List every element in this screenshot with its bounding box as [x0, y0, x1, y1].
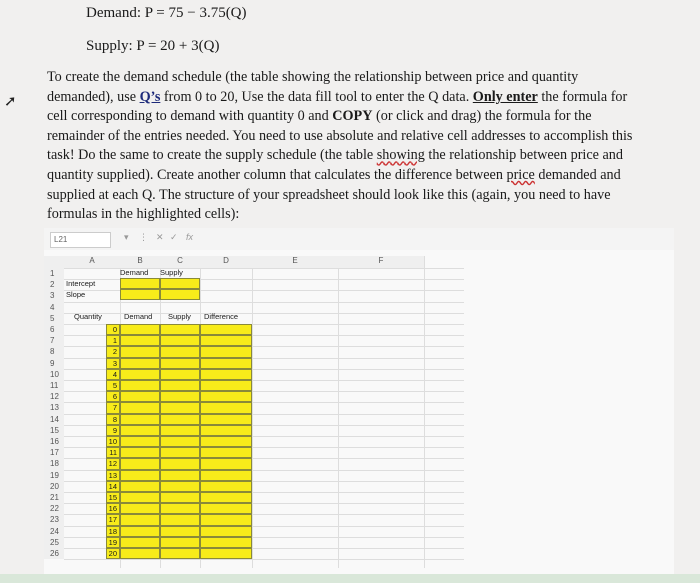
- difference-cell[interactable]: [200, 514, 252, 525]
- dropdown-icon: ▾: [124, 232, 129, 242]
- demand-cell[interactable]: [120, 514, 160, 525]
- row-number[interactable]: 18: [44, 458, 64, 469]
- difference-cell[interactable]: [200, 492, 252, 503]
- supply-cell[interactable]: [160, 537, 200, 548]
- quantity-cell[interactable]: 6: [106, 391, 120, 402]
- quantity-cell[interactable]: 15: [106, 492, 120, 503]
- row-number[interactable]: 1: [44, 268, 64, 279]
- difference-cell[interactable]: [200, 548, 252, 559]
- demand-label: Demand: [120, 268, 149, 277]
- row-number[interactable]: 3: [44, 290, 64, 301]
- supply-cell[interactable]: [160, 425, 200, 436]
- difference-cell[interactable]: [200, 458, 252, 469]
- difference-cell[interactable]: [200, 369, 252, 380]
- col-header-d[interactable]: D: [200, 256, 253, 268]
- difference-cell[interactable]: [200, 526, 252, 537]
- difference-cell[interactable]: [200, 324, 252, 335]
- difference-cell[interactable]: [200, 481, 252, 492]
- row-number[interactable]: 4: [44, 302, 64, 313]
- supply-cell[interactable]: [160, 492, 200, 503]
- quantity-cell[interactable]: 11: [106, 447, 120, 458]
- quantity-cell[interactable]: 1: [106, 335, 120, 346]
- difference-cell[interactable]: [200, 380, 252, 391]
- demand-cell[interactable]: [120, 346, 160, 357]
- instructions-paragraph: To create the demand schedule (the table showing the relationship between price and quantity demanded), use Q’s from 0 to 20, Use the data fill tool to enter the Q data. Only enter the formula for cell corresponding to demand with quantity 0 and COPY (or click and drag) the formula for the remainder of the entries needed. You need to use absolute and relative cell addresses to accomplish this task! Do the same to create the supply schedule (the table showing the relationship between price and quantity supplied). Create another column that calculates the difference between price demanded and supplied at each Q. The structure of your spreadsheet should look like this (again, you need to have formulas in the highlighted cells):: [47, 69, 633, 223]
- quantity-cell[interactable]: 18: [106, 526, 120, 537]
- difference-cell[interactable]: [200, 358, 252, 369]
- supply-cell[interactable]: [160, 548, 200, 559]
- difference-cell[interactable]: [200, 346, 252, 357]
- supply-cell[interactable]: [160, 358, 200, 369]
- arrow-marker-icon: ➚: [4, 94, 17, 110]
- gridline: [64, 302, 464, 303]
- quantity-cell[interactable]: 14: [106, 481, 120, 492]
- quantity-cell[interactable]: 19: [106, 537, 120, 548]
- difference-cell[interactable]: [200, 335, 252, 346]
- supply-cell[interactable]: [160, 514, 200, 525]
- quantity-cell[interactable]: 9: [106, 425, 120, 436]
- quantity-cell[interactable]: 7: [106, 402, 120, 413]
- demand-slope-cell[interactable]: [120, 289, 160, 300]
- supply-cell[interactable]: [160, 503, 200, 514]
- difference-cell[interactable]: [200, 447, 252, 458]
- row-number[interactable]: 11: [44, 380, 64, 391]
- row-number[interactable]: 23: [44, 514, 64, 525]
- supply-cell[interactable]: [160, 335, 200, 346]
- intercept-label: Intercept: [66, 279, 96, 288]
- row-number[interactable]: 5: [44, 313, 64, 324]
- demand-cell[interactable]: [120, 503, 160, 514]
- difference-cell[interactable]: [200, 470, 252, 481]
- row-number[interactable]: 20: [44, 481, 64, 492]
- supply-slope-cell[interactable]: [160, 289, 200, 300]
- gridline: [64, 559, 464, 560]
- gridline: [338, 268, 339, 568]
- demand-cell[interactable]: [120, 548, 160, 559]
- col-header-f[interactable]: F: [338, 256, 425, 268]
- supply-cell[interactable]: [160, 369, 200, 380]
- difference-cell[interactable]: [200, 425, 252, 436]
- row-number[interactable]: 19: [44, 470, 64, 481]
- demand-cell[interactable]: [120, 414, 160, 425]
- spreadsheet-screenshot: [44, 228, 674, 583]
- row-number[interactable]: 12: [44, 391, 64, 402]
- col-header-b[interactable]: B: [120, 256, 161, 268]
- demand-cell[interactable]: [120, 324, 160, 335]
- demand-intercept-cell[interactable]: [120, 278, 160, 289]
- supply-cell[interactable]: [160, 526, 200, 537]
- col-header-e[interactable]: E: [252, 256, 339, 268]
- demand-cell[interactable]: [120, 402, 160, 413]
- cancel-icon: ✕: [156, 232, 164, 242]
- demand-equation: Demand: P = 75 − 3.75(Q): [86, 5, 247, 21]
- demand-cell[interactable]: [120, 358, 160, 369]
- row-number[interactable]: 26: [44, 548, 64, 559]
- col-header-a[interactable]: A: [64, 256, 121, 268]
- quantity-cell[interactable]: 2: [106, 346, 120, 357]
- row-number[interactable]: 13: [44, 402, 64, 413]
- col-header-c[interactable]: C: [160, 256, 201, 268]
- quantity-cell[interactable]: 4: [106, 369, 120, 380]
- row-number[interactable]: 8: [44, 346, 64, 357]
- row-number[interactable]: 15: [44, 425, 64, 436]
- row-number[interactable]: 7: [44, 335, 64, 346]
- demand-cell[interactable]: [120, 458, 160, 469]
- difference-cell[interactable]: [200, 391, 252, 402]
- supply-cell[interactable]: [160, 380, 200, 391]
- row-number[interactable]: 24: [44, 526, 64, 537]
- row-number[interactable]: 6: [44, 324, 64, 335]
- demand-cell[interactable]: [120, 391, 160, 402]
- demand-cell[interactable]: [120, 470, 160, 481]
- row-number[interactable]: 9: [44, 358, 64, 369]
- difference-cell[interactable]: [200, 414, 252, 425]
- row-number[interactable]: 16: [44, 436, 64, 447]
- difference-cell[interactable]: [200, 537, 252, 548]
- name-box[interactable]: L21: [50, 232, 111, 248]
- row-number[interactable]: 22: [44, 503, 64, 514]
- quantity-cell[interactable]: 10: [106, 436, 120, 447]
- difference-cell[interactable]: [200, 402, 252, 413]
- supply-cell[interactable]: [160, 402, 200, 413]
- row-number[interactable]: 14: [44, 414, 64, 425]
- supply-intercept-cell[interactable]: [160, 278, 200, 289]
- row-number[interactable]: 21: [44, 492, 64, 503]
- gridline: [252, 268, 253, 568]
- quantity-cell[interactable]: 8: [106, 414, 120, 425]
- quantity-cell[interactable]: 0: [106, 324, 120, 335]
- supply-cell[interactable]: [160, 391, 200, 402]
- demand-header: Demand: [124, 312, 153, 321]
- quantity-cell[interactable]: 13: [106, 470, 120, 481]
- supply-cell[interactable]: [160, 324, 200, 335]
- slope-label: Slope: [66, 290, 86, 299]
- function-label: fx: [186, 232, 194, 242]
- demand-cell[interactable]: [120, 481, 160, 492]
- supply-cell[interactable]: [160, 436, 200, 447]
- row-number[interactable]: 10: [44, 369, 64, 380]
- confirm-icon: ✓: [170, 232, 178, 242]
- difference-header: Difference: [204, 312, 239, 321]
- quantity-cell[interactable]: 17: [106, 514, 120, 525]
- supply-equation: Supply: P = 20 + 3(Q): [86, 38, 220, 54]
- supply-cell[interactable]: [160, 346, 200, 357]
- demand-cell[interactable]: [120, 526, 160, 537]
- demand-cell[interactable]: [120, 425, 160, 436]
- quantity-cell[interactable]: 20: [106, 548, 120, 559]
- demand-cell[interactable]: [120, 335, 160, 346]
- supply-cell[interactable]: [160, 481, 200, 492]
- row-number[interactable]: 17: [44, 447, 64, 458]
- demand-cell[interactable]: [120, 380, 160, 391]
- demand-cell[interactable]: [120, 436, 160, 447]
- gridline: [424, 268, 425, 568]
- quantity-cell[interactable]: 5: [106, 380, 120, 391]
- supply-cell[interactable]: [160, 458, 200, 469]
- supply-cell[interactable]: [160, 447, 200, 458]
- demand-cell[interactable]: [120, 537, 160, 548]
- corner-cell: [44, 256, 65, 268]
- row-number[interactable]: 2: [44, 279, 64, 290]
- demand-cell[interactable]: [120, 447, 160, 458]
- bottom-strip: [0, 574, 700, 583]
- supply-cell[interactable]: [160, 414, 200, 425]
- quantity-cell[interactable]: 12: [106, 458, 120, 469]
- formula-bar: [44, 228, 674, 250]
- row-number[interactable]: 25: [44, 537, 64, 548]
- quantity-header: Quantity: [74, 312, 102, 321]
- difference-cell[interactable]: [200, 503, 252, 514]
- difference-cell[interactable]: [200, 436, 252, 447]
- quantity-cell[interactable]: 16: [106, 503, 120, 514]
- supply-header: Supply: [168, 312, 191, 321]
- dots-icon: ⋮: [139, 232, 148, 242]
- supply-label: Supply: [160, 268, 183, 277]
- supply-cell[interactable]: [160, 470, 200, 481]
- demand-cell[interactable]: [120, 492, 160, 503]
- quantity-cell[interactable]: 3: [106, 358, 120, 369]
- demand-cell[interactable]: [120, 369, 160, 380]
